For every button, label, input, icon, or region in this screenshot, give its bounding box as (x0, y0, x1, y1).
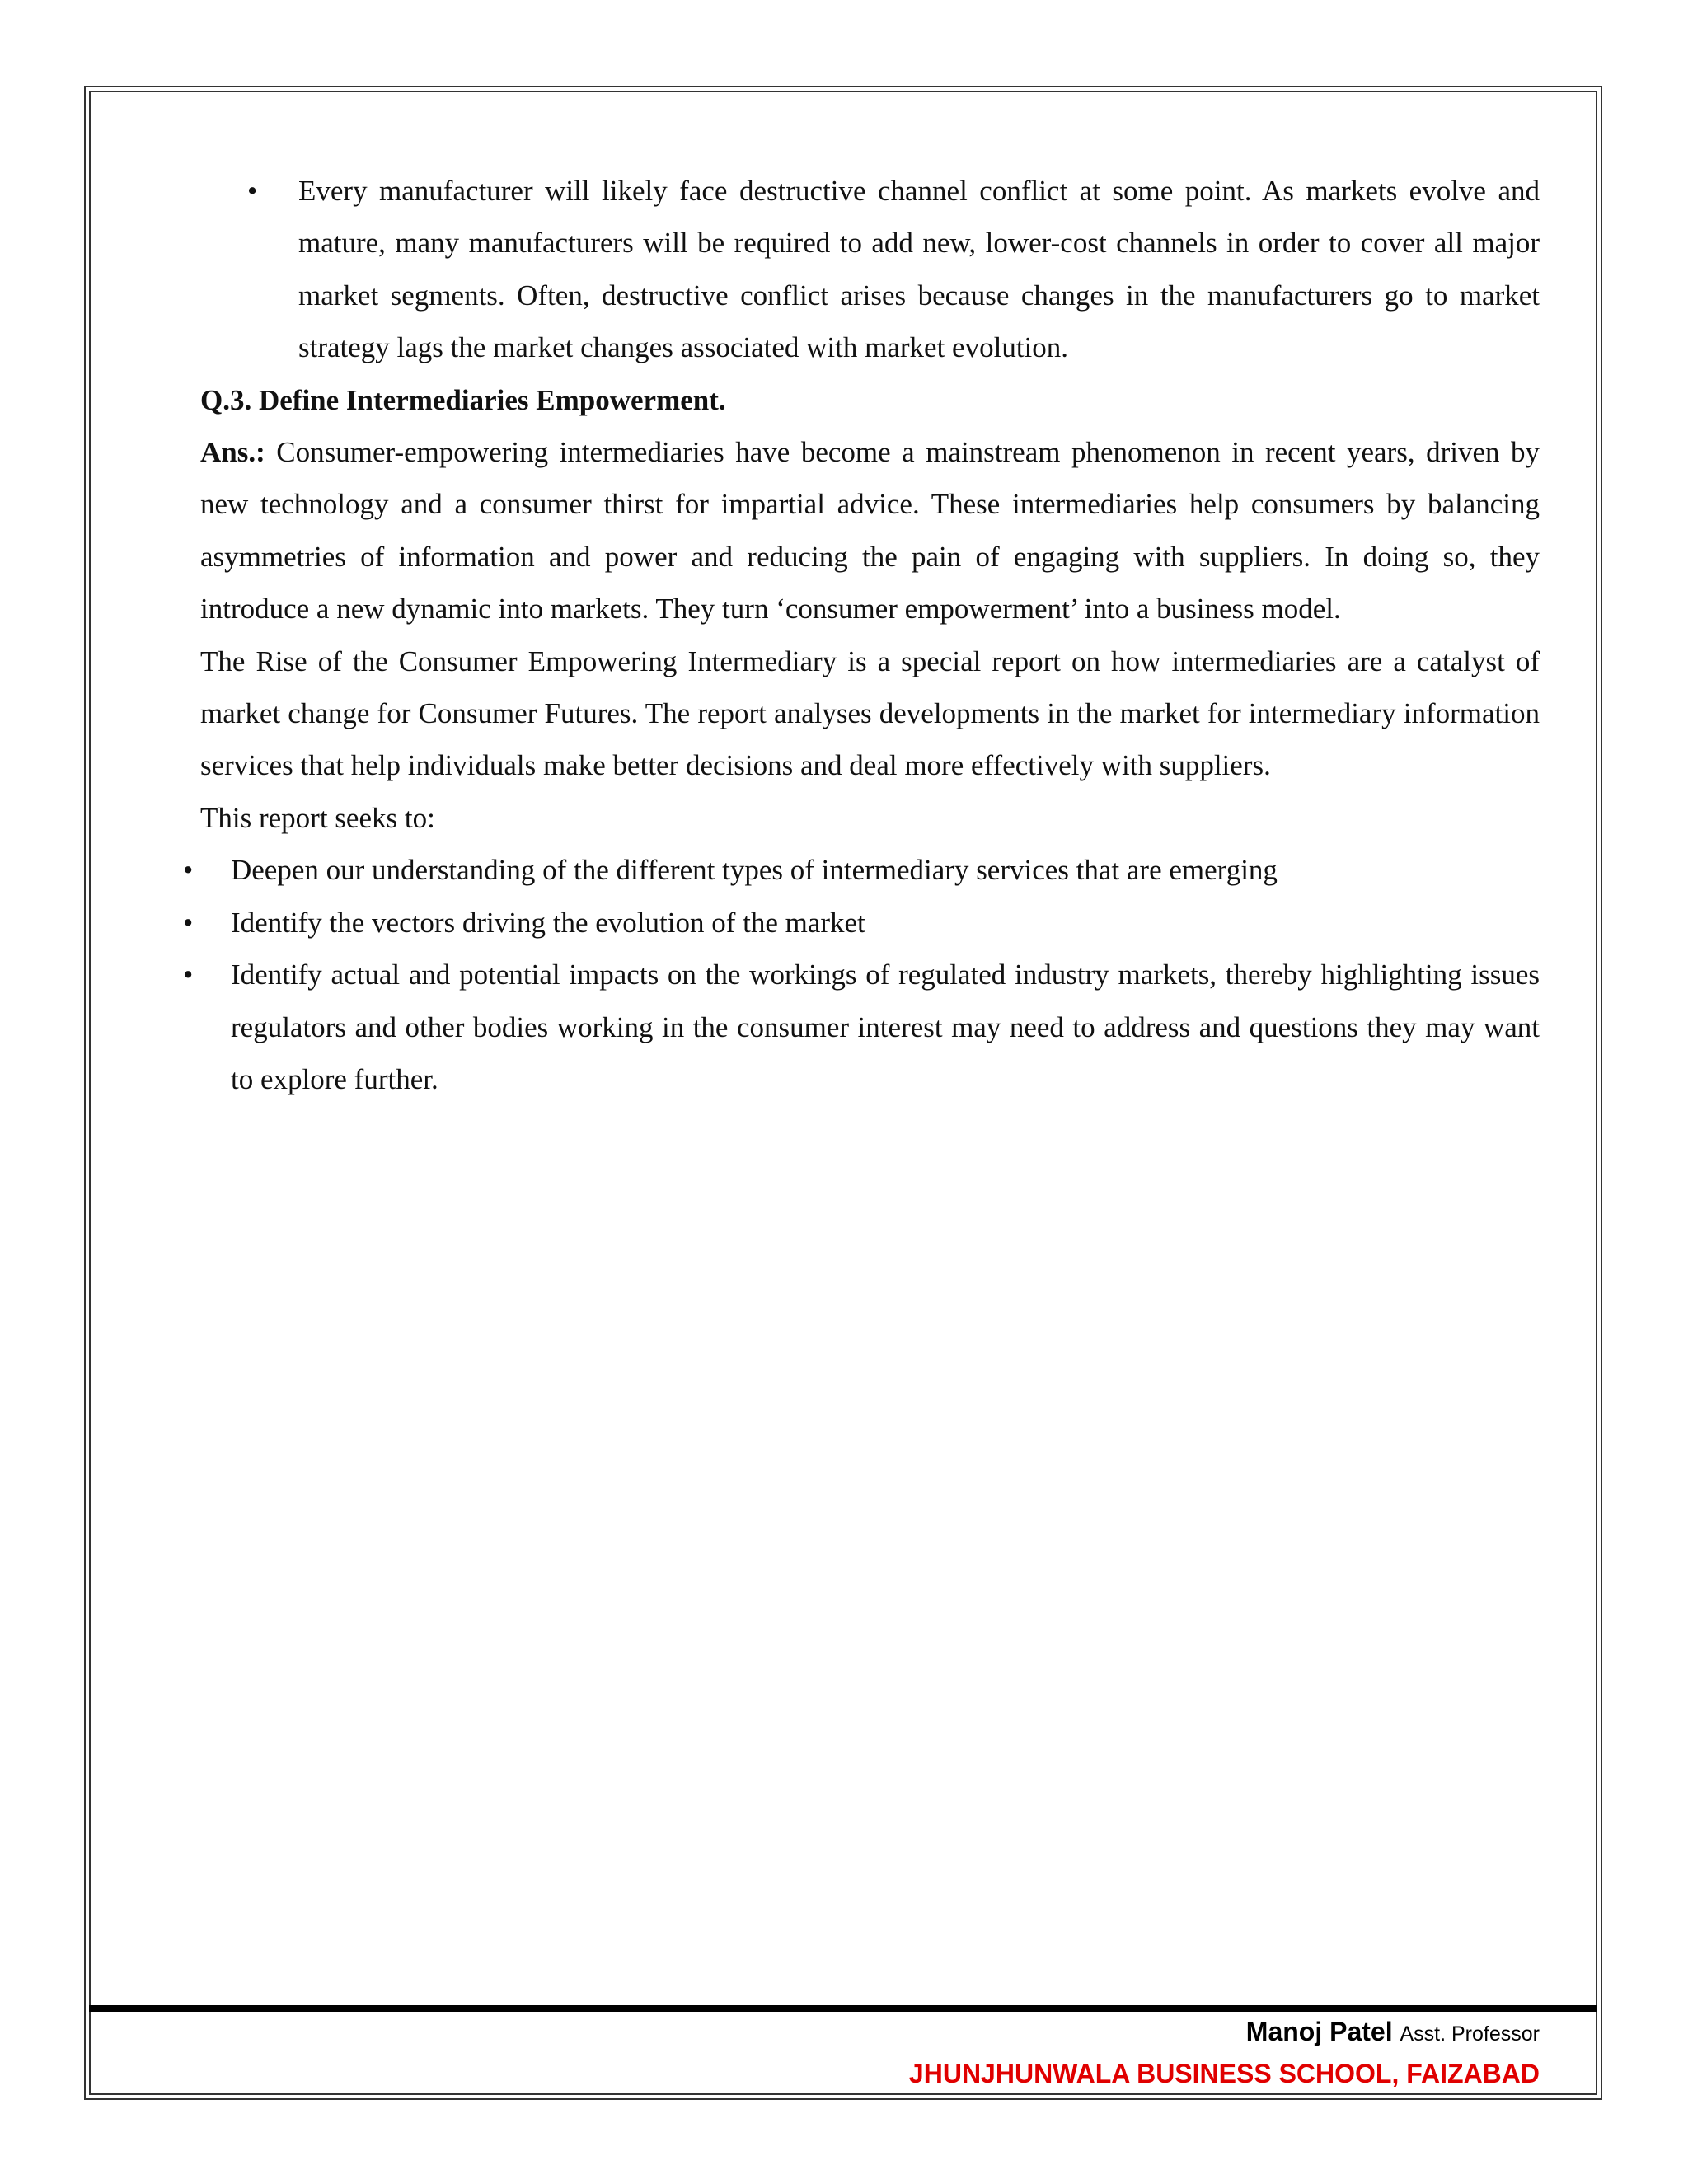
list-item-text: Deepen our understanding of the different types of intermediary services that are emerging (231, 854, 1278, 887)
institution-name: JHUNJHUNWALA BUSINESS SCHOOL, FAIZABAD (908, 2059, 1540, 2088)
question-heading: Q.3. Define Intermediaries Empowerment. (200, 383, 726, 416)
answer-label: Ans.: (200, 436, 265, 469)
page-footer (909, 2011, 1540, 2093)
list-item (247, 165, 1540, 374)
list-item-text: Identify the vectors driving the evolution of the market (231, 906, 865, 939)
list-item (183, 897, 1540, 949)
list-item-text: Every manufacturer will likely face destructive channel conflict at some point. As markets evolve and mature, many manufacturers will be required to add new, lower-cost channels in order to cover all major market segments. Often, destructive conflict arises because changes in the manufacturers go to market strategy lags the market changes associated with market evolution. (298, 175, 1540, 364)
answer-text: Consumer-empowering intermediaries have become a mainstream phenomenon in recent years, driven by new technology and a consumer thirst for impartial advice. These intermediaries help consumers by balancing asymmetries of information and power and reducing the pain of engaging with suppliers. In doing so, they introduce a new dynamic into markets. They turn ‘consumer empowerment’ into a business model. (200, 436, 1540, 626)
author-name: Manoj Patel (1245, 2017, 1393, 2046)
author-line (909, 2011, 1540, 2055)
answer-paragraph (200, 426, 1540, 635)
report-intro: This report seeks to: (200, 801, 435, 834)
bullet-icon: • (183, 854, 194, 887)
author-role: Asst. Professor (1400, 2022, 1540, 2046)
document-body (183, 165, 1540, 1105)
bullet-icon: • (247, 175, 258, 207)
list-item-text: Identify actual and potential impacts on the workings of regulated industry markets, thereby highlighting issues regulators and other bodies working in the consumer interest may need to address and questions they may want to explore further. (231, 958, 1540, 1095)
bullet-icon: • (183, 958, 194, 991)
list-item (183, 949, 1540, 1105)
bullet-icon: • (183, 906, 194, 939)
list-item (183, 844, 1540, 896)
report-paragraph: The Rise of the Consumer Empowering Intermediary is a special report on how intermediaries are a catalyst of market change for Consumer Futures. The report analyses developments in the market for intermediary information services that help individuals make better decisions and deal more effectively with suppliers. (200, 644, 1540, 782)
